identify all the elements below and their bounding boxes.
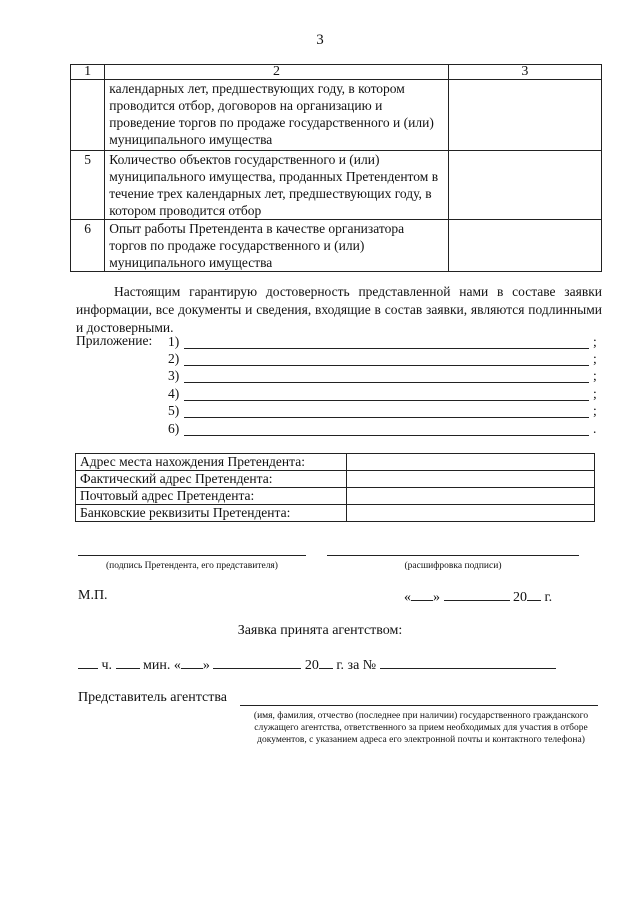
stamp-place: М.П. (78, 588, 108, 603)
attachment-line[interactable] (168, 351, 608, 369)
attachment-number: 2) (168, 351, 180, 366)
attachment-number: 5) (168, 403, 180, 418)
row-text: Опыт работы Претендента в качестве организатора торгов по продаже государственного и (или) муниципального имущества (105, 220, 448, 272)
attachment-underline (184, 348, 589, 349)
attachment-end: . (593, 421, 597, 436)
open-quote: « (404, 590, 411, 605)
attachment-number: 6) (168, 421, 180, 436)
table-row (76, 488, 595, 505)
year-suffix: г. (544, 590, 553, 605)
registration-number-blank[interactable] (380, 656, 556, 669)
signature-caption: (подпись Претендента, его представителя) (106, 561, 278, 571)
attachment-underline (184, 382, 589, 383)
table-row (71, 80, 602, 151)
signature-decoding-line[interactable] (327, 555, 579, 556)
row-text: Количество объектов государственного и (или) муниципального имущества, проданных Претендентом в течение трех календарных лет, предшествующих году, в котором проводится отбор (105, 151, 448, 220)
row-number (71, 80, 105, 151)
row-value[interactable] (448, 80, 601, 151)
representative-line[interactable] (240, 705, 598, 706)
attachment-underline (184, 435, 589, 436)
month-blank[interactable] (213, 656, 301, 669)
address-label: Фактический адрес Претендента: (76, 471, 347, 488)
guarantee-paragraph: Настоящим гарантирую достоверность представленной нами в составе заявки информации, все документы и сведения, входящие в состав заявки, являются подлинными и достоверными. (76, 284, 602, 335)
table-row (76, 505, 595, 522)
table-header-cell: 1 (71, 65, 105, 80)
hours-label: ч. (101, 658, 113, 673)
table-header-cell: 2 (105, 65, 448, 80)
attachment-underline (184, 400, 589, 401)
row-number: 6 (71, 220, 105, 272)
attachment-line[interactable] (168, 403, 608, 421)
attachment-end: ; (593, 403, 597, 418)
month-blank[interactable] (444, 588, 510, 601)
signature-line[interactable] (78, 555, 306, 556)
attachment-underline (184, 417, 589, 418)
year-blank[interactable] (319, 656, 333, 669)
row-value[interactable] (448, 220, 601, 272)
attachment-end: ; (593, 334, 597, 349)
day-blank[interactable] (411, 588, 433, 601)
hour-blank[interactable] (78, 656, 98, 669)
year-number-label: г. за № (336, 658, 377, 673)
attachment-number: 3) (168, 368, 180, 383)
year-prefix: 20 (304, 658, 319, 673)
year-blank[interactable] (527, 588, 541, 601)
address-value[interactable] (347, 471, 595, 488)
criteria-table (70, 64, 602, 272)
table-row (71, 151, 602, 220)
address-value[interactable] (347, 505, 595, 522)
attachment-line[interactable] (168, 334, 608, 352)
representative-label: Представитель агентства (78, 690, 228, 705)
close-quote: » (202, 658, 210, 673)
attachment-underline (184, 365, 589, 366)
page-number: 3 (316, 32, 324, 48)
acceptance-time-row[interactable] (78, 656, 556, 674)
day-blank[interactable] (181, 656, 203, 669)
attachment-number: 1) (168, 334, 180, 349)
address-table (75, 453, 595, 522)
address-label: Банковские реквизиты Претендента: (76, 505, 347, 522)
address-label: Почтовый адрес Претендента: (76, 488, 347, 505)
address-label: Адрес места нахождения Претендента: (76, 454, 347, 471)
table-header-row (71, 65, 602, 80)
row-text: календарных лет, предшествующих году, в котором проводится отбор, договоров на организацию и проведение торгов по продаже государственного и (или) муниципального имущества (105, 80, 448, 151)
address-value[interactable] (347, 454, 595, 471)
row-number: 5 (71, 151, 105, 220)
attachment-number: 4) (168, 386, 180, 401)
attachment-line[interactable] (168, 368, 608, 386)
table-row (76, 454, 595, 471)
attachment-line[interactable] (168, 421, 608, 439)
representative-note: (имя, фамилия, отчество (последнее при наличии) государственного гражданского служащего агентства, ответственного за прием необходимых для участия в отборе документов, с указанием адреса его электронной почты и контактного телефона) (253, 711, 589, 745)
table-row (71, 220, 602, 272)
table-header-cell: 3 (448, 65, 601, 80)
attachment-line[interactable] (168, 386, 608, 404)
row-value[interactable] (448, 151, 601, 220)
address-value[interactable] (347, 488, 595, 505)
table-row (76, 471, 595, 488)
attachment-end: ; (593, 351, 597, 366)
attachment-end: ; (593, 368, 597, 383)
minutes-label: мин. « (143, 658, 181, 673)
accepted-title: Заявка принята агентством: (237, 623, 403, 638)
attachment-end: ; (593, 386, 597, 401)
signature-decoding-caption: (расшифровка подписи) (404, 561, 502, 571)
date-field[interactable] (404, 588, 552, 606)
close-quote: » (433, 590, 440, 605)
attachments-label: Приложение: (76, 333, 153, 348)
year-prefix: 20 (513, 590, 527, 605)
minute-blank[interactable] (116, 656, 140, 669)
